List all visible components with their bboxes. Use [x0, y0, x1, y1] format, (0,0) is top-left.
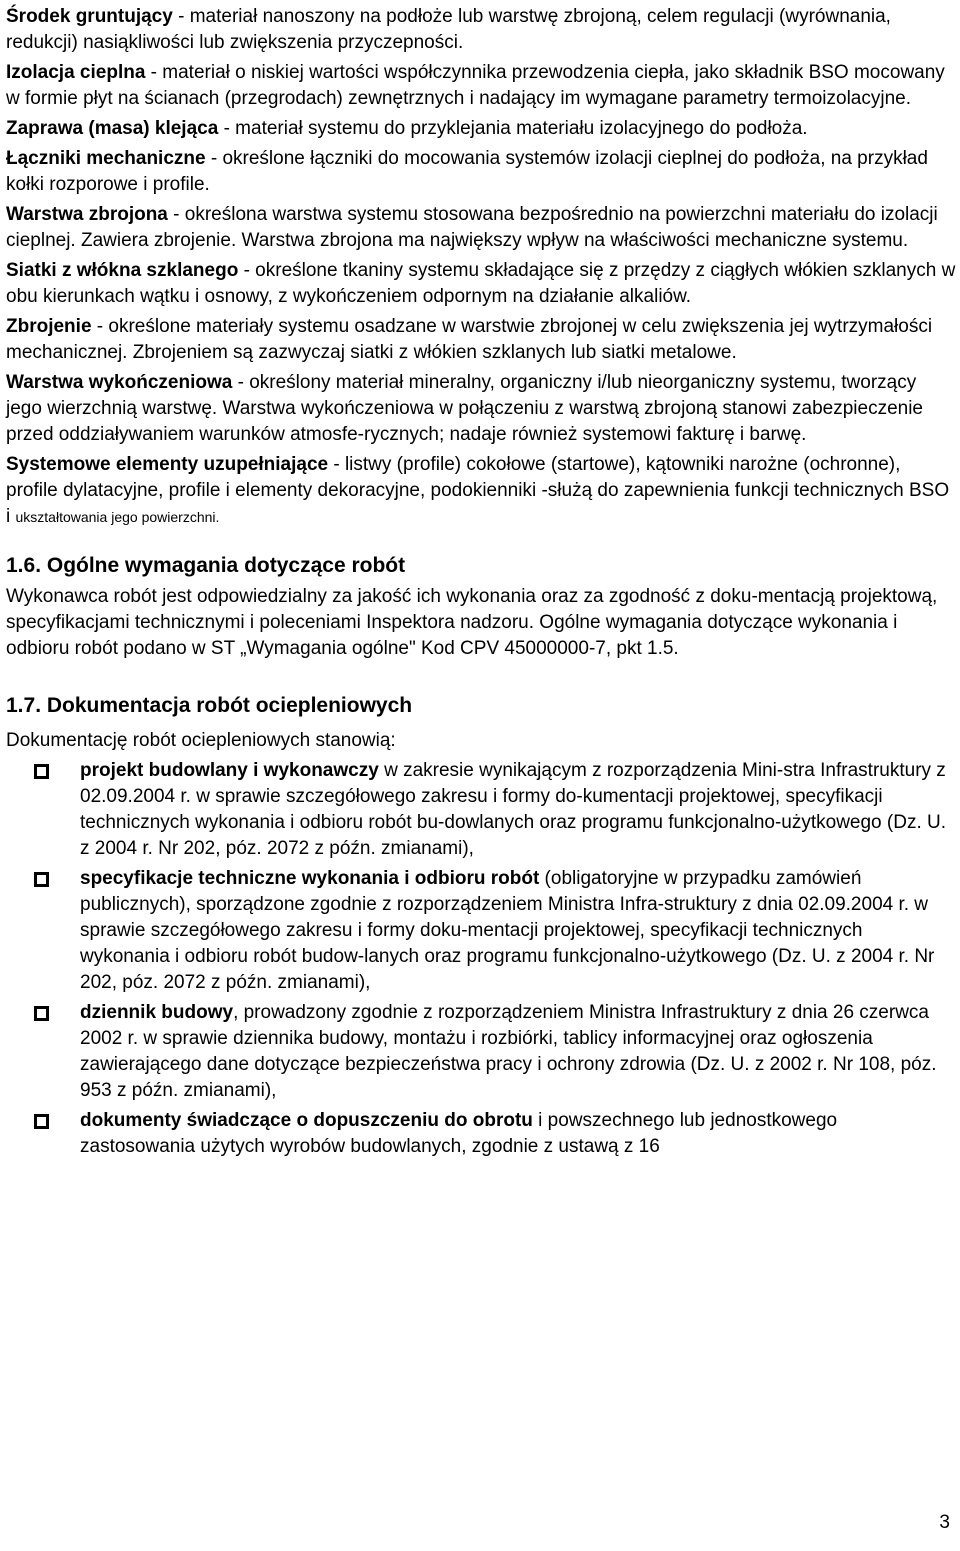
definition-item [6, 314, 956, 366]
section-intro: Dokumentację robót ociepleniowych stanowią: [6, 730, 396, 751]
list-item-text: w zakresie wynikającym z rozporządzenia Mini-stra Infrastruktury z 02.09.2004 r. w sprawie szczegółowego zakresu i formy do-kumentacji projektowej, specyfikacji technicznych wykonania i odbioru robót bu-dowlanych oraz programu funkcjonalno-użytkowego (Dz. U. z 2004 r. Nr 202, póz. 2072 z późn. zmianami), [80, 760, 947, 859]
list-item [6, 1108, 956, 1160]
definition-term: Warstwa zbrojona [6, 204, 168, 225]
definition-small-text: ukształtowania jego powierzchni. [15, 509, 220, 525]
definition-text: - materiał nanoszony na podłoże lub warstwę zbrojoną, celem regulacji (wyrównania, redukcji) nasiąkliwości lub zwiększenia przyczepności. [6, 6, 891, 53]
definition-term: Łączniki mechaniczne [6, 148, 206, 169]
definition-text: - materiał o niskiej wartości współczynnika przewodzenia ciepła, jako składnik BSO mocowany w formie płyt na ścianach (przegrodach) zewnętrznych i nadający im wymagane parametry termoizolacyjne. [6, 62, 945, 109]
definition-item [6, 116, 956, 142]
definition-text: - określona warstwa systemu stosowana bezpośrednio na powierzchni materiału do izolacji cieplnej. Zawiera zbrojenie. Warstwa zbrojona ma największy wpływ na właściwości mechaniczne systemu. [6, 204, 938, 251]
definition-text: - listwy (profile) cokołowe (startowe), kątowniki narożne (ochronne), profile dylatacyjne, profile i elementy dekoracyjne, podokienniki -służą do zapewnienia funkcji technicznych BSO i [6, 454, 950, 527]
list-item-text: i powszechnego lub jednostkowego zastosowania użytych wyrobów budowlanych, zgodnie z ustawą z 16 [80, 1110, 838, 1157]
definition-term: Zaprawa (masa) klejąca [6, 118, 219, 139]
definition-item [6, 60, 956, 112]
document-page [6, 0, 956, 1164]
definition-item [6, 452, 956, 530]
definition-term: Izolacja cieplna [6, 62, 146, 83]
square-bullet-icon [34, 764, 49, 779]
square-bullet-icon [34, 1006, 49, 1021]
list-item-title: projekt budowlany i wykonawczy [80, 760, 379, 781]
definition-item [6, 202, 956, 254]
definition-text: - określony materiał mineralny, organiczny i/lub nieorganiczny systemu, tworzący jego wierzchnią warstwę. Warstwa wykończeniowa w połączeniu z warstwą zbrojoną stanowi zabezpieczenie przed oddziaływaniem warunków atmosfe-rycznych; nadaje również systemowi fakturę i barwę. [6, 372, 923, 445]
documentation-list [6, 758, 956, 1160]
definition-item [6, 370, 956, 448]
definition-term: Siatki z włókna szklanego [6, 260, 239, 281]
list-item-title: dokumenty świadczące o dopuszczeniu do obrotu [80, 1110, 533, 1131]
square-bullet-icon [34, 872, 49, 887]
list-item [6, 866, 956, 996]
section-1-6 [6, 552, 956, 662]
section-heading: 1.6. Ogólne wymagania dotyczące robót [6, 554, 406, 577]
definition-term: Warstwa wykończeniowa [6, 372, 233, 393]
definition-term: Systemowe elementy uzupełniające [6, 454, 329, 475]
section-paragraph: Wykonawca robót jest odpowiedzialny za jakość ich wykonania oraz za zgodność z doku-mentacją projektową, specyfikacjami technicznymi i poleceniami Inspektora nadzoru. Ogólne wymagania dotyczące wykonania i odbioru robót podano w ST „Wymagania ogólne" Kod CPV 45000000-7, pkt 1.5. [6, 586, 938, 659]
definition-term: Środek gruntujący [6, 6, 173, 27]
definitions-list [6, 4, 956, 530]
list-item-title: specyfikacje techniczne wykonania i odbioru robót [80, 868, 540, 889]
list-item-text: (obligatoryjne w przypadku zamówień publicznych), sporządzone zgodnie z rozporządzeniem Ministra Infra-struktury z dnia 02.09.2004 r. w sprawie szczegółowego zakresu i formy doku-mentacji projektowej, specyfikacji technicznych wykonania i odbioru robót budow-lanych oraz programu funkcjonalno-użytkowego (Dz. U. z 2004 r. Nr 202, póz. 2072 z późn. zmianami), [80, 868, 935, 993]
square-bullet-icon [34, 1114, 49, 1129]
definition-text: - określone tkaniny systemu składające się z przędzy z ciągłych włókien szklanych w obu kierunkach wątku i osnowy, z wykończeniem odpornym na działanie alkaliów. [6, 260, 956, 307]
definition-term: Zbrojenie [6, 316, 92, 337]
list-item-title: dziennik budowy [80, 1002, 234, 1023]
list-item-text: , prowadzony zgodnie z rozporządzeniem Ministra Infrastruktury z dnia 26 czerwca 2002 r. w sprawie dziennika budowy, montażu i rozbiórki, tablicy informacyjnej oraz ogłoszenia zawierającego dane dotyczące bezpieczeństwa pracy i ochrony zdrowia (Dz. U. z 2002 r. Nr 108, póz. 953 z późn. zmianami), [80, 1002, 937, 1101]
definition-text: - materiał systemu do przyklejania materiału izolacyjnego do podłoża. [218, 118, 808, 139]
page-number: 3 [939, 1512, 950, 1533]
definition-item [6, 4, 956, 56]
list-item [6, 758, 956, 862]
list-item [6, 1000, 956, 1104]
definition-text: - określone łączniki do mocowania systemów izolacji cieplnej do podłoża, na przykład kołki rozporowe i profile. [6, 148, 928, 195]
definition-item [6, 146, 956, 198]
section-1-7 [6, 692, 956, 1160]
section-heading: 1.7. Dokumentacja robót ociepleniowych [6, 694, 413, 717]
definition-text: - określone materiały systemu osadzane w warstwie zbrojonej w celu zwiększenia jej wytrzymałości mechanicznej. Zbrojeniem są zazwyczaj siatki z włókien szklanych lub siatki metalowe. [6, 316, 933, 363]
definition-item [6, 258, 956, 310]
